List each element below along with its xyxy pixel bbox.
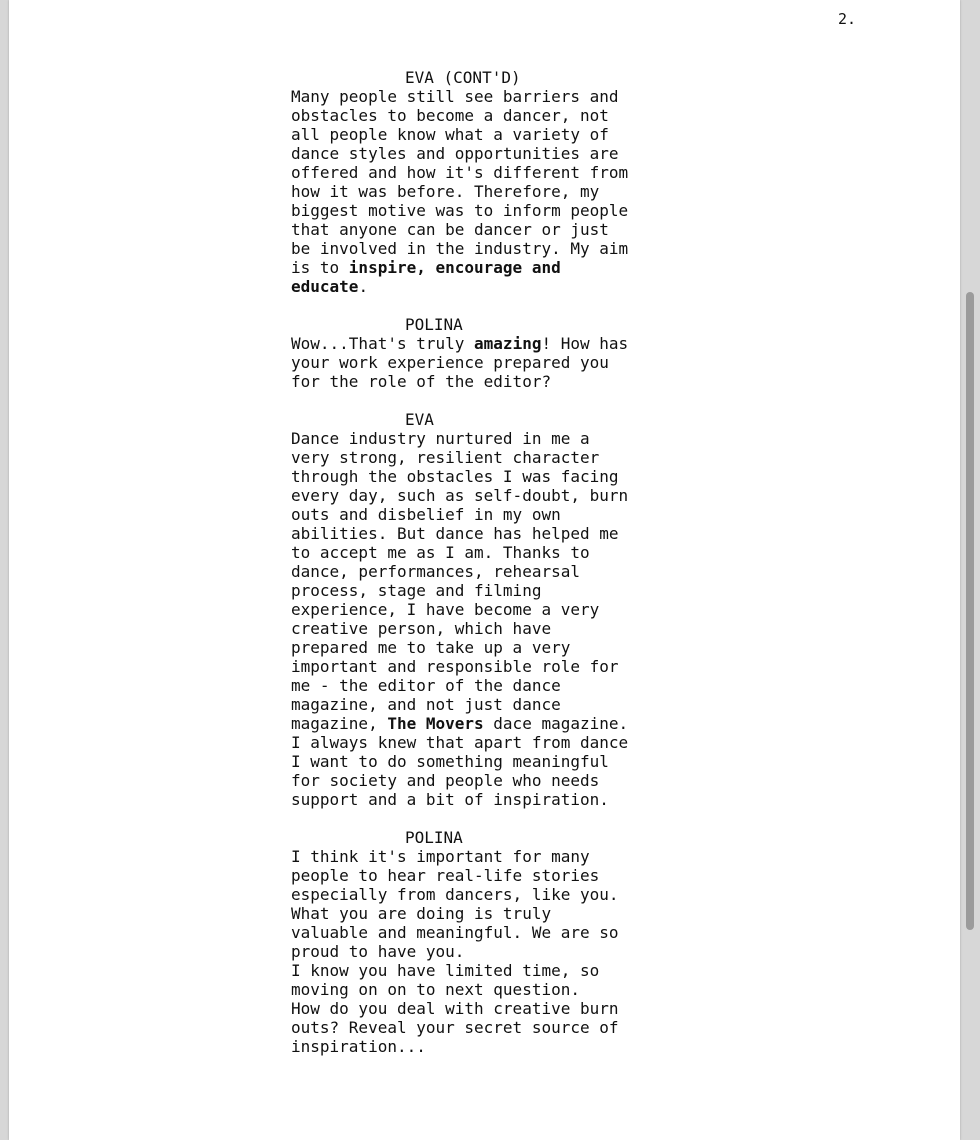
- dialogue-block: [291, 68, 711, 296]
- dialogue-line: [291, 486, 711, 505]
- character-name: POLINA: [405, 828, 463, 847]
- dialogue-text: be involved in the industry. My aim: [291, 239, 629, 258]
- dialogue-text: me - the editor of the dance: [291, 676, 561, 695]
- dialogue-text: important and responsible role for: [291, 657, 619, 676]
- dialogue-line: [291, 638, 711, 657]
- dialogue-block: [291, 315, 711, 391]
- dialogue-line: [291, 1037, 711, 1056]
- dialogue-line: [291, 144, 711, 163]
- dialogue-line: [291, 505, 711, 524]
- dialogue-text: process, stage and filming: [291, 581, 542, 600]
- dialogue-text: to accept me as I am. Thanks to: [291, 543, 590, 562]
- dialogue-text: Many people still see barriers and: [291, 87, 619, 106]
- scrollbar-thumb[interactable]: [966, 292, 974, 930]
- dialogue-text: biggest motive was to inform people: [291, 201, 629, 220]
- dialogue-line: [291, 182, 711, 201]
- dialogue-line: [291, 923, 711, 942]
- dialogue-line: [291, 125, 711, 144]
- dialogue-line: [291, 885, 711, 904]
- dialogue-text: outs and disbelief in my own: [291, 505, 561, 524]
- dialogue-line: [291, 581, 711, 600]
- dialogue-text: I always knew that apart from dance: [291, 733, 629, 752]
- dialogue-text: through the obstacles I was facing: [291, 467, 619, 486]
- dialogue-text: prepared me to take up a very: [291, 638, 571, 657]
- dialogue-text: people to hear real-life stories: [291, 866, 600, 885]
- dialogue-text: all people know what a variety of: [291, 125, 609, 144]
- bold-emphasis: amazing: [474, 334, 542, 353]
- dialogue-line: [291, 1018, 711, 1037]
- dialogue-line: [291, 866, 711, 885]
- dialogue-text: experience, I have become a very: [291, 600, 600, 619]
- dialogue-line: [291, 220, 711, 239]
- dialogue-line: [291, 695, 711, 714]
- dialogue-text: that anyone can be dancer or just: [291, 220, 609, 239]
- dialogue-line: [291, 733, 711, 752]
- bold-emphasis: educate: [291, 277, 359, 296]
- dialogue-line: [291, 163, 711, 182]
- screenplay-body: [291, 68, 711, 1075]
- dialogue-line: [291, 448, 711, 467]
- script-page: [9, 0, 960, 1140]
- dialogue-line: [291, 353, 711, 372]
- dialogue-text: magazine, and not just dance: [291, 695, 561, 714]
- dialogue-text: dace magazine.: [483, 714, 629, 733]
- dialogue-text: for society and people who needs: [291, 771, 600, 790]
- dialogue-line: [291, 752, 711, 771]
- dialogue-line: [291, 372, 711, 391]
- dialogue-text: for the role of the editor?: [291, 372, 552, 391]
- dialogue-line: [291, 467, 711, 486]
- dialogue-line: [291, 714, 711, 733]
- dialogue-line: [291, 904, 711, 923]
- dialogue-text: support and a bit of inspiration.: [291, 790, 609, 809]
- dialogue-line: [291, 980, 711, 999]
- character-name: EVA (CONT'D): [405, 68, 521, 87]
- dialogue-text: how it was before. Therefore, my: [291, 182, 600, 201]
- dialogue-line: [291, 239, 711, 258]
- dialogue-text: creative person, which have: [291, 619, 552, 638]
- dialogue-text: especially from dancers, like you.: [291, 885, 619, 904]
- dialogue-line: [291, 277, 711, 296]
- dialogue-text: Dance industry nurtured in me a: [291, 429, 590, 448]
- dialogue-text: every day, such as self-doubt, burn: [291, 486, 629, 505]
- dialogue-line: [291, 258, 711, 277]
- dialogue-block: [291, 410, 711, 809]
- dialogue-line: [291, 543, 711, 562]
- dialogue-line: [291, 847, 711, 866]
- dialogue-line: [291, 429, 711, 448]
- dialogue-text: outs? Reveal your secret source of: [291, 1018, 619, 1037]
- dialogue-text: magazine,: [291, 714, 388, 733]
- character-name: EVA: [405, 410, 434, 429]
- dialogue-text: valuable and meaningful. We are so: [291, 923, 619, 942]
- dialogue-line: [291, 961, 711, 980]
- dialogue-line: [291, 524, 711, 543]
- dialogue-line: [291, 942, 711, 961]
- dialogue-line: [291, 201, 711, 220]
- dialogue-line: [291, 87, 711, 106]
- dialogue-line: [291, 562, 711, 581]
- dialogue-text: abilities. But dance has helped me: [291, 524, 619, 543]
- dialogue-text: your work experience prepared you: [291, 353, 609, 372]
- dialogue-text: I want to do something meaningful: [291, 752, 609, 771]
- dialogue-line: [291, 657, 711, 676]
- dialogue-text: very strong, resilient character: [291, 448, 600, 467]
- dialogue-line: [291, 676, 711, 695]
- dialogue-line: [291, 790, 711, 809]
- dialogue-line: [291, 106, 711, 125]
- bold-emphasis: The Movers: [387, 714, 484, 733]
- dialogue-text: What you are doing is truly: [291, 904, 552, 923]
- dialogue-text: Wow...That's truly: [291, 334, 475, 353]
- dialogue-text: .: [358, 277, 369, 296]
- dialogue-text: is to: [291, 258, 349, 277]
- dialogue-text: I know you have limited time, so: [291, 961, 600, 980]
- page-number: 2.: [838, 10, 857, 28]
- bold-emphasis: inspire, encourage and: [348, 258, 561, 277]
- dialogue-text: offered and how it's different from: [291, 163, 629, 182]
- dialogue-block: [291, 828, 711, 1056]
- dialogue-text: dance styles and opportunities are: [291, 144, 619, 163]
- dialogue-text: moving on on to next question.: [291, 980, 580, 999]
- dialogue-text: ! How has: [541, 334, 629, 353]
- dialogue-text: How do you deal with creative burn: [291, 999, 619, 1018]
- dialogue-line: [291, 600, 711, 619]
- dialogue-text: dance, performances, rehearsal: [291, 562, 580, 581]
- character-name: POLINA: [405, 315, 463, 334]
- dialogue-line: [291, 999, 711, 1018]
- dialogue-line: [291, 619, 711, 638]
- dialogue-text: obstacles to become a dancer, not: [291, 106, 609, 125]
- vertical-scrollbar[interactable]: [964, 0, 976, 1140]
- dialogue-text: inspiration...: [291, 1037, 426, 1056]
- dialogue-text: I think it's important for many: [291, 847, 590, 866]
- dialogue-line: [291, 334, 711, 353]
- dialogue-line: [291, 771, 711, 790]
- dialogue-text: proud to have you.: [291, 942, 465, 961]
